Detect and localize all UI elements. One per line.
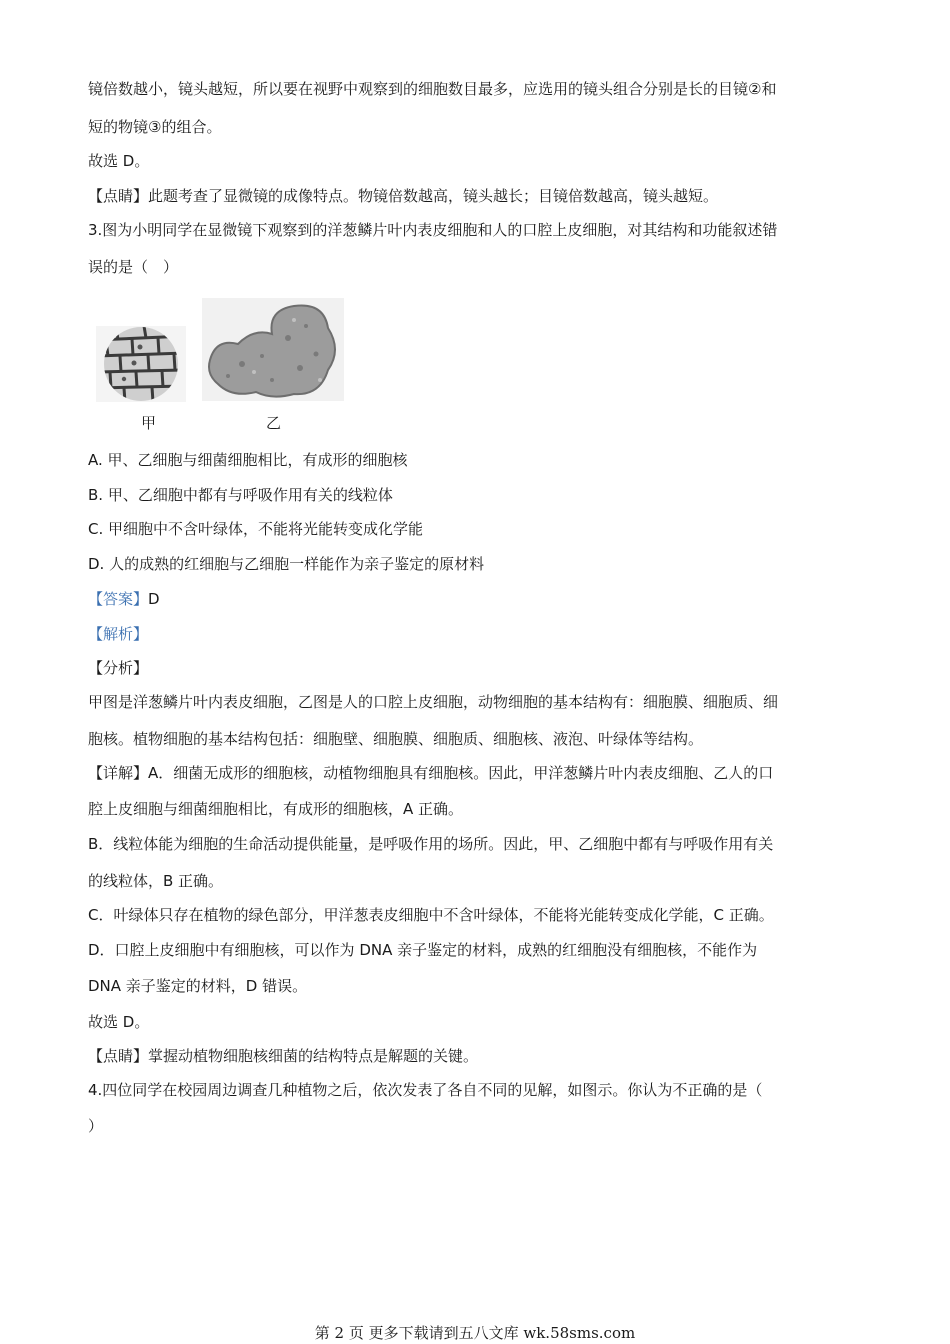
question-4-stem: ） bbox=[88, 1117, 104, 1135]
option-a: A. 甲、乙细胞与细菌细胞相比，有成形的细胞核 bbox=[88, 451, 408, 469]
cheek-cell-micrograph bbox=[202, 298, 344, 401]
question-3-stem: 3.图为小明同学在显微镜下观察到的洋葱鳞片叶内表皮细胞和人的口腔上皮细胞，对其结构和功能叙述错 bbox=[88, 221, 778, 239]
text-line: 短的物镜③的组合。 bbox=[88, 118, 222, 136]
explanation-line: 故选 D。 bbox=[88, 1013, 150, 1031]
explanation-line: D．口腔上皮细胞中有细胞核，可以作为 DNA 亲子鉴定的材料，成熟的红细胞没有细胞核，不能作为 bbox=[88, 941, 758, 959]
explanation-line: 甲图是洋葱鳞片叶内表皮细胞，乙图是人的口腔上皮细胞，动物细胞的基本结构有：细胞膜、细胞质、细 bbox=[88, 693, 779, 711]
text-line: 【点睛】此题考查了显微镜的成像特点。物镜倍数越高，镜头越长；目镜倍数越高，镜头越短。 bbox=[88, 187, 719, 205]
explanation-line: C．叶绿体只存在植物的绿色部分，甲洋葱表皮细胞中不含叶绿体，不能将光能转变成化学能，C 正确。 bbox=[88, 906, 774, 924]
onion-cell-micrograph bbox=[96, 326, 186, 402]
page-footer: 第 2 页 更多下载请到五八文库 wk.58sms.com bbox=[314, 1324, 636, 1342]
text-line: 故选 D。 bbox=[88, 152, 150, 170]
answer-tag: 【答案】 bbox=[88, 590, 149, 608]
answer-line bbox=[88, 589, 160, 609]
explanation-line: B．线粒体能为细胞的生命活动提供能量，是呼吸作用的场所。因此，甲、乙细胞中都有与呼吸作用有关 bbox=[88, 835, 774, 853]
question-4-stem: 4.四位同学在校园周边调查几种植物之后，依次发表了各自不同的见解，如图示。你认为不正确的是（ bbox=[88, 1081, 763, 1099]
option-d: D. 人的成熟的红细胞与乙细胞一样能作为亲子鉴定的原材料 bbox=[88, 555, 485, 573]
explanation-line: 【详解】A．细菌无成形的细胞核，动植物细胞具有细胞核。因此，甲洋葱鳞片叶内表皮细胞、乙人的口 bbox=[88, 764, 774, 782]
explanation-line: 腔上皮细胞与细菌细胞相比，有成形的细胞核，A 正确。 bbox=[88, 800, 464, 818]
option-c: C. 甲细胞中不含叶绿体，不能将光能转变成化学能 bbox=[88, 520, 424, 538]
explanation-line: 【点睛】掌握动植物细胞核细菌的结构特点是解题的关键。 bbox=[88, 1047, 479, 1065]
analysis-tag: 【解析】 bbox=[88, 625, 149, 643]
question-3-stem: 误的是（ ） bbox=[88, 258, 179, 276]
explanation-line: 胞核。植物细胞的基本结构包括：细胞壁、细胞膜、细胞质、细胞核、液泡、叶绿体等结构。 bbox=[88, 730, 704, 748]
text-line: 镜倍数越小，镜头越短，所以要在视野中观察到的细胞数目最多，应选用的镜头组合分别是长的目镜②和 bbox=[88, 80, 777, 98]
explanation-line: DNA 亲子鉴定的材料，D 错误。 bbox=[88, 977, 308, 995]
answer-value: D bbox=[148, 590, 160, 608]
figure-label-b: 乙 bbox=[266, 414, 282, 432]
option-b: B. 甲、乙细胞中都有与呼吸作用有关的线粒体 bbox=[88, 486, 393, 504]
explanation-line: 的线粒体，B 正确。 bbox=[88, 872, 224, 890]
figure-label-a: 甲 bbox=[141, 414, 157, 432]
explanation-line: 【分析】 bbox=[88, 659, 149, 677]
